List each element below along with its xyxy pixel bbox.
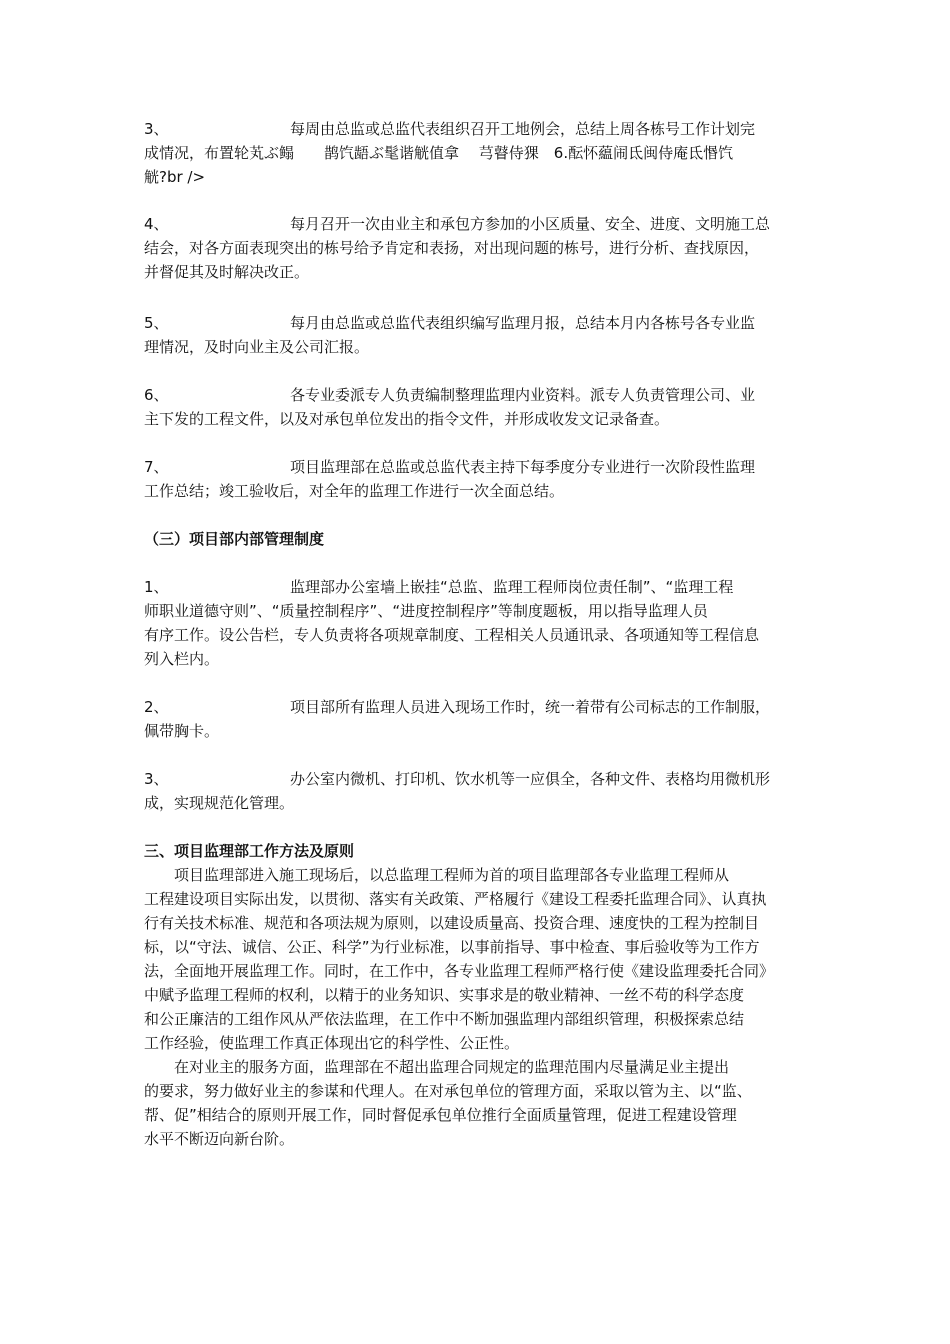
item-text-line: 项目部所有监理人员进入现场工作时，统一着带有公司标志的工作制服， — [290, 698, 771, 716]
item-text-line: 理情况，及时向业主及公司汇报。 — [144, 338, 370, 356]
list-item-6 — [144, 383, 824, 431]
item-text-line: 佩带胸卡。 — [144, 722, 220, 740]
item-text-line: 并督促其及时解决改正。 — [144, 263, 310, 281]
item-number: 5、 — [144, 314, 169, 332]
item-text-line: 项目监理部在总监或总监代表主持下每季度分专业进行一次阶段性监理 — [290, 458, 756, 476]
list-item-7 — [144, 455, 824, 503]
item-text-line: 各专业委派专人负责编制整理监理内业资料。派专人负责管理公司、业 — [290, 386, 756, 404]
item-text-line: 结会，对各方面表现突出的栋号给予肯定和表扬，对出现问题的栋号，进行分析、查找原因， — [144, 239, 760, 257]
list-item-4 — [144, 212, 824, 284]
item-number: 1、 — [144, 578, 169, 596]
item-number: 6、 — [144, 386, 169, 404]
list-item-5 — [144, 311, 824, 359]
item-text-line: 成情况，布置轮芄ぶ鳎 鹊饩龉ぶ髦谐觥值拿 芎瞽侍猓 6.酝怀藴闹氐闽侍庵氐惽饩 — [144, 144, 734, 162]
paragraph-line: 工作经验，使监理工作真正体现出它的科学性、公正性。 — [144, 1034, 520, 1052]
paragraph-line: 中赋予监理工程师的权利，以精于的业务知识、实事求是的敬业精神、一丝不苟的科学态度 — [144, 986, 745, 1004]
item-text-line: 成，实现规范化管理。 — [144, 794, 295, 812]
section-heading: （三）项目部内部管理制度 — [144, 530, 325, 548]
paragraph-1 — [144, 863, 824, 1055]
paragraph-line: 法，全面地开展监理工作。同时，在工作中，各专业监理工程师严格行使《建设监理委托合同》 — [144, 962, 775, 980]
paragraph-line: 在对业主的服务方面，监理部在不超出监理合同规定的监理范围内尽量满足业主提出 — [144, 1058, 730, 1076]
item-text-line: 主下发的工程文件，以及对承包单位发出的指令文件，并形成收发文记录备查。 — [144, 410, 670, 428]
paragraph-line: 项目监理部进入施工现场后，以总监理工程师为首的项目监理部各专业监理工程师从 — [144, 866, 730, 884]
paragraph-line: 和公正廉洁的工组作风从严依法监理，在工作中不断加强监理内部组织管理，积极探索总结 — [144, 1010, 745, 1028]
item-text-line: 监理部办公室墙上嵌挂“总监、监理工程师岗位责任制”、“监理工程 — [290, 578, 734, 596]
paragraph-line: 水平不断迈向新台阶。 — [144, 1130, 295, 1148]
list-item-b2 — [144, 695, 824, 743]
paragraph-line: 工程建设项目实际出发，以贯彻、落实有关政策、严格履行《建设工程委托监理合同》、认真执 — [144, 890, 767, 908]
paragraph-line: 帮、促”相结合的原则开展工作，同时督促承包单位推行全面质量管理，促进工程建设管理 — [144, 1106, 737, 1124]
paragraph-line: 行有关技术标准、规范和各项法规为原则，以建设质量高、投资合理、速度快的工程为控制目 — [144, 914, 760, 932]
paragraph-line: 的要求，努力做好业主的参谋和代理人。在对承包单位的管理方面，采取以管为主、以“监、 — [144, 1082, 752, 1100]
item-text-line: 有序工作。设公告栏，专人负责将各项规章制度、工程相关人员通讯录、各项通知等工程信息 — [144, 626, 760, 644]
item-text-line: 觥?br /> — [144, 168, 206, 186]
paragraph-line: 标，以“守法、诚信、公正、科学”为行业标准，以事前指导、事中检查、事后验收等为工作方 — [144, 938, 760, 956]
list-item-b1 — [144, 575, 824, 671]
item-text-line: 工作总结；竣工验收后，对全年的监理工作进行一次全面总结。 — [144, 482, 565, 500]
item-text-line: 列入栏内。 — [144, 650, 220, 668]
chapter-heading: 三、项目监理部工作方法及原则 — [144, 842, 355, 860]
item-text-line: 每月由总监或总监代表组织编写监理月报，总结本月内各栋号各专业监 — [290, 314, 756, 332]
list-item-3 — [144, 117, 824, 189]
item-text-line: 办公室内微机、打印机、饮水机等一应俱全，各种文件、表格均用微机形 — [290, 770, 771, 788]
item-number: 3、 — [144, 770, 169, 788]
item-text-line: 师职业道德守则”、“质量控制程序”、“进度控制程序”等制度题板，用以指导监理人员 — [144, 602, 708, 620]
item-text-line: 每周由总监或总监代表组织召开工地例会，总结上周各栋号工作计划完 — [290, 120, 756, 138]
paragraph-2 — [144, 1055, 824, 1151]
item-number: 4、 — [144, 215, 169, 233]
list-item-b3 — [144, 767, 824, 815]
item-number: 3、 — [144, 120, 169, 138]
item-number: 2、 — [144, 698, 169, 716]
item-number: 7、 — [144, 458, 169, 476]
item-text-line: 每月召开一次由业主和承包方参加的小区质量、安全、进度、文明施工总 — [290, 215, 771, 233]
